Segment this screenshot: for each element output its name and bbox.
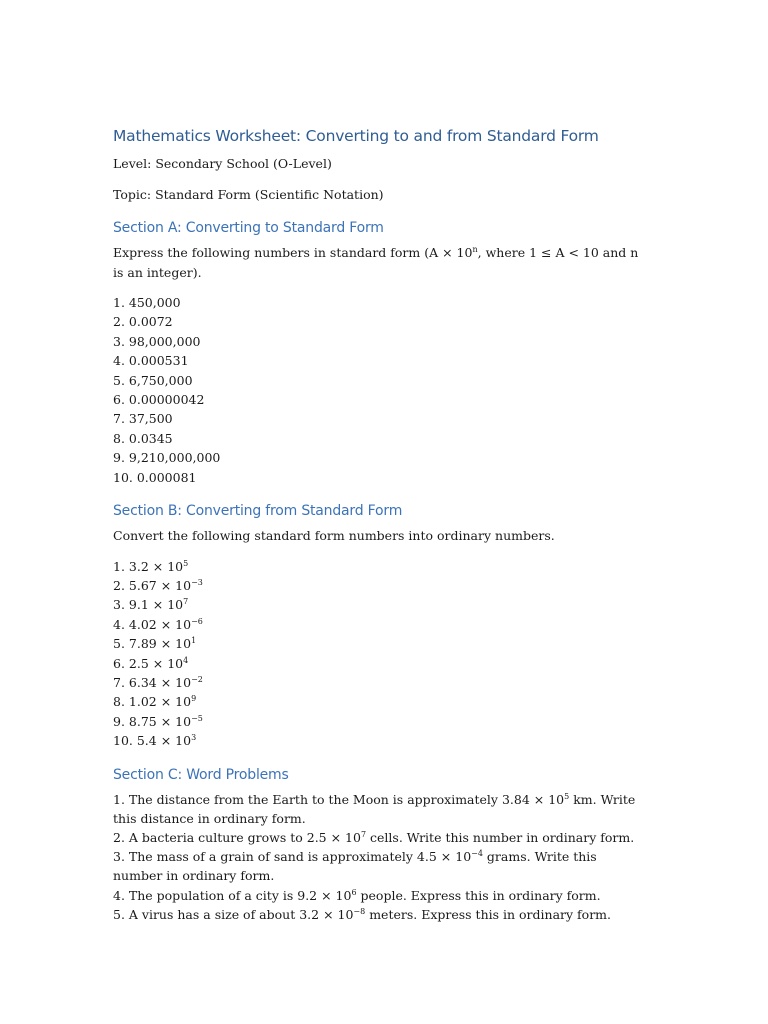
list-item [113, 654, 643, 673]
section-a-intro [113, 243, 643, 282]
problem-text: grams. Write this number in ordinary form. [113, 849, 597, 884]
page-title: Mathematics Worksheet: Converting to and from Standard Form [113, 127, 599, 145]
list-item [113, 634, 643, 653]
list-item: 1. 450,000 [113, 295, 181, 310]
list-item: 2. 0.0072 [113, 314, 173, 330]
item-base: 9. 8.75 × 10 [113, 713, 192, 729]
section-a-intro-exponent: n [472, 245, 478, 254]
section-a-intro-post: , where 1 ≤ A < 10 and n is an integer). [113, 245, 639, 280]
list-item: 9. 9,210,000,000 [113, 450, 221, 466]
problem-exponent: 6 [351, 887, 357, 897]
problem-text: 1. The distance from the Earth to the Moon is approximately 3.84 × 10 [113, 791, 565, 807]
item-base: 1. 3.2 × 10 [113, 558, 184, 574]
item-base: 10. 5.4 × 10 [113, 733, 192, 749]
item-exponent: −2 [191, 675, 203, 684]
problem-text: 2. A bacteria culture grows to 2.5 × 10 [113, 830, 361, 846]
item-exponent: 1 [191, 636, 197, 646]
item-exponent: −5 [191, 713, 203, 723]
section-b [113, 501, 643, 751]
topic-line: Topic: Standard Form (Scientific Notation) [113, 187, 384, 202]
section-c-list [113, 790, 643, 924]
problem-exponent: 5 [564, 791, 570, 801]
word-problem [113, 886, 643, 905]
item-base: 7. 6.34 × 10 [113, 675, 192, 690]
word-problem [113, 828, 643, 847]
list-item: 5. 6,750,000 [113, 372, 193, 388]
item-base: 2. 5.67 × 10 [113, 577, 192, 593]
list-item [113, 595, 643, 614]
item-base: 3. 9.1 × 10 [113, 597, 184, 613]
word-problem [113, 905, 643, 924]
worksheet-page [113, 124, 643, 924]
item-exponent: 4 [183, 655, 189, 665]
problem-text: 5. A virus has a size of about 3.2 × 10 [113, 906, 354, 922]
list-item: 8. 0.0345 [113, 430, 173, 446]
item-exponent: 7 [183, 597, 189, 607]
problem-exponent: −4 [471, 849, 483, 859]
list-item [113, 692, 643, 711]
item-exponent: 3 [191, 733, 197, 743]
item-base: 6. 2.5 × 10 [113, 655, 184, 671]
problem-text: cells. Write this number in ordinary form. [366, 830, 635, 846]
list-item [113, 576, 643, 595]
list-item [113, 615, 643, 634]
word-problem [113, 847, 643, 885]
problem-text: meters. Express this in ordinary form. [365, 906, 612, 922]
section-c [113, 765, 643, 924]
list-item [113, 673, 643, 692]
item-exponent: −3 [191, 577, 203, 587]
list-item: 4. 0.000531 [113, 353, 189, 369]
section-a-list [113, 293, 643, 487]
problem-text: people. Express this in ordinary form. [356, 887, 601, 903]
list-item: 7. 37,500 [113, 411, 173, 427]
problem-text: 3. The mass of a grain of sand is approximately 4.5 × 10 [113, 849, 472, 865]
section-a [113, 218, 643, 487]
item-exponent: −6 [191, 616, 203, 626]
item-exponent: 5 [183, 558, 189, 568]
problem-exponent: −8 [353, 906, 366, 916]
word-problem [113, 790, 643, 828]
list-item: 10. 0.000081 [113, 469, 197, 485]
list-item: 3. 98,000,000 [113, 333, 201, 349]
section-b-list [113, 557, 643, 751]
list-item: 6. 0.00000042 [113, 392, 205, 408]
level-line: Level: Secondary School (O-Level) [113, 156, 332, 171]
problem-exponent: 7 [360, 830, 367, 840]
section-b-intro: Convert the following standard form numbers into ordinary numbers. [113, 528, 555, 544]
section-a-heading: Section A: Converting to Standard Form [113, 220, 384, 236]
list-item [113, 731, 643, 750]
list-item [113, 712, 643, 731]
list-item [113, 557, 643, 576]
item-base: 4. 4.02 × 10 [113, 616, 192, 632]
problem-text: 4. The population of a city is 9.2 × 10 [113, 887, 352, 903]
item-exponent: 9 [191, 694, 197, 704]
section-a-intro-pre: Express the following numbers in standard form (A × 10 [113, 245, 473, 260]
section-c-heading: Section C: Word Problems [113, 766, 289, 783]
section-b-heading: Section B: Converting from Standard Form [113, 503, 403, 520]
item-base: 8. 1.02 × 10 [113, 694, 192, 710]
problem-text: km. Write this distance in ordinary form. [113, 791, 636, 826]
item-base: 5. 7.89 × 10 [113, 636, 192, 652]
